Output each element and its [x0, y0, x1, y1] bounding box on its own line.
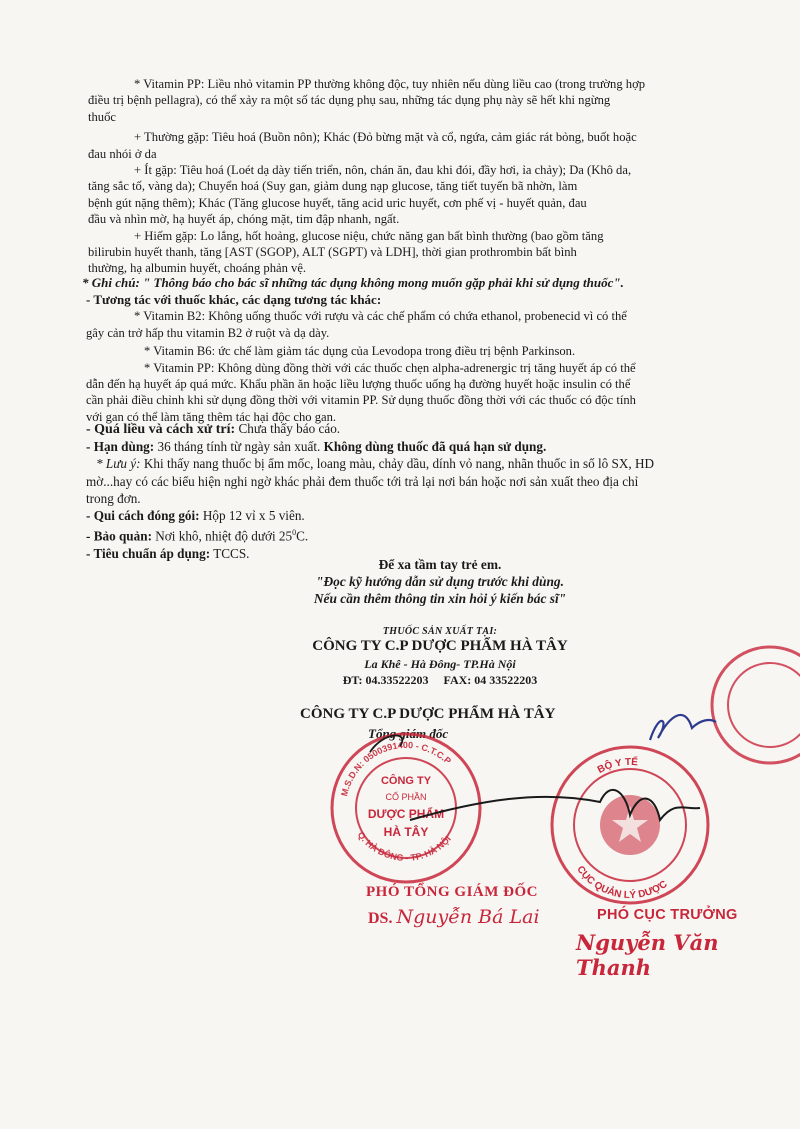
packaging-label: - Qui cách đóng gói: [86, 508, 200, 524]
uncommon-effects-2: tăng sắc tố, vàng da); Chuyển hoá (Suy gan, giảm dung nạp glucose, tăng tiết tuyến bã nhờn, làm [88, 179, 578, 194]
overdose-value: Chưa thấy báo cáo. [238, 421, 341, 436]
director-title: Tổng giám đốc [368, 726, 449, 741]
caution-line-2: mờ...hay có các biểu hiện nghi ngờ khác phải đem thuốc tới trả lại nơi bán hoặc nơi sản xuất theo địa chỉ [86, 473, 639, 489]
vitamin-pp-intro-2: điều trị bệnh pellagra), có thể xảy ra một số tác dụng phụ sau, những tác dụng phụ này sẽ hết khi ngừng [88, 93, 611, 108]
director-initials-icon [370, 735, 402, 752]
interaction-b6: * Vitamin B6: ức chế làm giảm tác dụng của Levodopa trong điều trị bệnh Parkinson. [144, 344, 576, 359]
storage-unit: C. [296, 528, 309, 544]
storage-label: - Bảo quản: [86, 528, 152, 544]
agency-stamp-ring-2: CỤC QUẢN LÝ DƯỢC [574, 864, 670, 902]
manufacturer-name: CÔNG TY C.P DƯỢC PHẨM HÀ TÂY [312, 638, 568, 654]
uncommon-effects-1: + Ít gặp: Tiêu hoá (Loét dạ dày tiến triển, nôn, chán ăn, đau khi đói, đầy hơi, ỉa chảy); Da (Khô da, [134, 163, 632, 178]
director-signature-icon [410, 790, 700, 820]
company-stamp-line-1: CÔNG TY [380, 775, 432, 787]
overdose-label: - Quá liều và cách xử trí: [86, 422, 236, 437]
standard-value: TCCS. [213, 545, 250, 561]
rare-effects-3: thường, hạ albumin huyết, choáng phản vệ. [88, 261, 307, 276]
company-stamp-line-3: DƯỢC PHẨM [367, 807, 445, 821]
caution-line-3: trong đơn. [86, 490, 141, 506]
read-instructions-2: Nếu cần thêm thông tin xin hỏi ý kiến bác sĩ" [313, 591, 567, 606]
company-stamp-ring-2: Q. HÀ ĐÔNG - TP. HÀ NỘI [355, 829, 453, 863]
uncommon-effects-3: bệnh gút nặng thêm); Khác (Tăng glucose huyết, tăng acid uric huyết, cơn phế vị - huyết quản, đau [88, 195, 587, 210]
vitamin-pp-intro-3: thuốc [88, 109, 116, 124]
interaction-pp-4: với gan có thể làm tăng thêm tác hại độc cho gan. [86, 409, 337, 424]
manufacturer-address: La Khê - Hà Đông- TP.Hà Nội [364, 657, 516, 671]
interaction-b2-2: gây cản trở hấp thu vitamin B2 ở ruột và dạ dày. [86, 325, 330, 340]
packaging-value: Hộp 12 vỉ x 5 viên. [202, 508, 305, 524]
interaction-pp-1: * Vitamin PP: Không dùng đồng thời với các thuốc chẹn alpha-adrenergic trị tăng huyết áp có thể [144, 360, 636, 375]
deputy-gd-prefix: DS. [368, 910, 393, 927]
company-stamp-line-2: CỔ PHẦN [385, 792, 427, 802]
deputy-gd-title: PHÓ TỔNG GIÁM ĐỐC [366, 884, 538, 900]
footer-notice [250, 556, 630, 607]
company-stamp-line-4: HÀ TÂY [383, 825, 429, 839]
expiry-label: - Hạn dùng: [86, 439, 155, 455]
interaction-pp-2: dẫn đến hạ huyết áp quá mức. Khẩu phần ăn hoặc liều lượng thuốc uống hạ đường huyết hoặc insulin có thể [86, 377, 631, 392]
vitamin-pp-intro: * Vitamin PP: Liều nhỏ vitamin PP thường không độc, tuy nhiên nếu dùng liều cao (trong trường hợp [134, 77, 646, 91]
approval-initials-icon [650, 715, 716, 740]
side-effects-note: * Ghi chú: " Thông báo cho bác sĩ những tác dụng không mong muốn gặp phải khi sử dụng thuốc". [82, 275, 624, 290]
expiry-value: 36 tháng tính từ ngày sản xuất. [157, 439, 321, 455]
interactions-heading: - Tương tác với thuốc khác, các dạng tương tác khác: [86, 292, 382, 307]
storage-value: Nơi khô, nhiệt độ dưới 25 [155, 528, 293, 544]
common-effects-1: + Thường gặp: Tiêu hoá (Buồn nôn); Khác (Đỏ bừng mặt và cổ, ngứa, cảm giác rát bỏng, buốt hoặc [134, 130, 637, 145]
deputy-dept-name: Nguyễn Văn Thanh [576, 930, 719, 980]
company-signature-heading: CÔNG TY C.P DƯỢC PHẨM HÀ TÂY [300, 706, 556, 722]
manufacturer-fax: FAX: 04 33522203 [443, 673, 538, 687]
uncommon-effects-4: đầu và nhìn mờ, hạ huyết áp, chóng mặt, tim đập nhanh, ngất. [88, 212, 400, 227]
deputy-dept-title: PHÓ CỤC TRƯỞNG [597, 907, 738, 923]
caution-line-1: Khi thấy nang thuốc bị ẩm mốc, loang màu, chảy dầu, dính vỏ nang, nhãn thuốc in số lô SX, HD [143, 456, 655, 472]
made-at-label: THUỐC SẢN XUẤT TẠI: [382, 626, 498, 637]
standard-label: - Tiêu chuẩn áp dụng: [86, 545, 211, 561]
read-instructions-1: "Đọc kỹ hướng dẫn sử dụng trước khi dùng. [316, 574, 564, 589]
common-effects-2: đau nhói ở da [88, 146, 157, 161]
rare-effects-1: + Hiếm gặp: Lo lắng, hốt hoảng, glucose niệu, chức năng gan bất bình thường (bao gồm tăng [134, 228, 604, 243]
manufacturer-block [270, 626, 610, 688]
caution-label: * Lưu ý: [96, 456, 141, 472]
interaction-pp-3: cần phải điều chỉnh khi sử dụng đồng thời với vitamin PP. Sử dụng thuốc đồng thời với các thuốc có độc tính [86, 393, 636, 408]
keep-away-text: Để xa tầm tay trẻ em. [378, 557, 502, 572]
interactions-section [86, 292, 761, 425]
side-effects-section [88, 76, 763, 277]
agency-stamp-ring: BỘ Y TẾ [595, 756, 639, 776]
manufacturer-phone: ĐT: 04.33522203 [342, 673, 429, 687]
company-stamp-ring: M.S.D.N: 0500391400 - C.T.C.P [339, 739, 453, 798]
deputy-gd-signature [368, 906, 540, 928]
expiry-warning: Không dùng thuốc đã quá hạn sử dụng. [323, 439, 547, 455]
usage-info-section: - Quá liều và cách xử trí: Chưa thấy báo cáo. - Hạn dùng: 36 tháng tính từ ngày sản xuất. Không dùng thuốc đã quá hạn sử dụng. * Lưu ý: Khi thấy nang thuốc bị ẩm mốc, loang màu, chảy dầu, dính vỏ nang, nhãn thuốc in số lô SX, HD mờ...hay có các biểu hiện nghi ngờ khác phải đem thuốc tới trả lại nơi bán hoặc nơi sản xuất theo địa chỉ trong đơn. - Qui cách đóng gói: Hộp 12 vỉ x 5 viên. - Bảo quản: Nơi khô, nhiệt độ dưới $25^0C$. - Tiêu chuẩn áp dụng: TCCS. [86, 420, 761, 562]
deputy-gd-name: Nguyễn Bá Lai [396, 906, 540, 928]
signature-scribbles [340, 690, 770, 870]
interaction-b2-1: * Vitamin B2: Không uống thuốc với rượu và các chế phẩm có chứa ethanol, probenecid vì có thể [134, 309, 627, 324]
rare-effects-2: bilirubin huyết thanh, tăng [AST (SGOP), ALT (SGPT) và LDH], thời gian prothrombin bất bình [88, 245, 577, 260]
